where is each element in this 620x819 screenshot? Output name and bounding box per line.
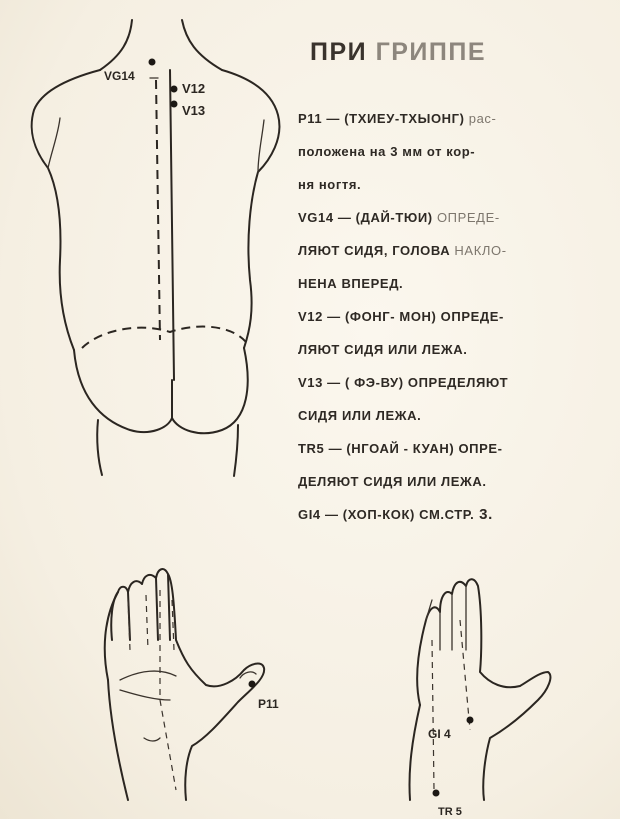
text-line-1-main: P11 — (ТХИЕУ-ТХЫОНГ) xyxy=(298,111,465,126)
text-line-4-main: VG14 — (ДАЙ-ТЮИ) xyxy=(298,210,433,225)
wrist-dash xyxy=(160,700,176,790)
left-hand-wrist-left xyxy=(108,680,128,800)
meridian-dash-right-2 xyxy=(460,620,470,730)
point-tr5 xyxy=(433,790,440,797)
text-line-13 xyxy=(298,498,598,531)
waist-dashed-line xyxy=(82,327,246,348)
palm-crease-1 xyxy=(120,671,176,680)
right-arm-line xyxy=(258,120,264,172)
text-line-13-page: 3. xyxy=(474,506,493,523)
text-line-3-main: ня ногтя. xyxy=(298,177,362,192)
points-description xyxy=(298,102,598,531)
left-leg-line xyxy=(97,420,102,475)
text-line-5-faded: НАКЛО- xyxy=(450,243,507,258)
palm-crease-2 xyxy=(120,690,170,700)
palm-crease-3 xyxy=(144,738,160,741)
right-leg-line xyxy=(234,425,238,476)
text-line-13-main: GI4 — (ХОП-КОК) СМ.СТР. xyxy=(298,507,475,522)
text-line-11 xyxy=(298,432,598,465)
text-line-1 xyxy=(298,102,598,135)
text-line-9-main: V13 — ( ФЭ-ВУ) ОПРЕДЕЛЯЮТ xyxy=(298,375,509,390)
text-line-8 xyxy=(298,333,598,366)
title-part1: ПРИ xyxy=(310,38,368,66)
right-hand-figure xyxy=(409,579,550,818)
back-figure xyxy=(32,20,280,476)
text-line-1-faded: рас- xyxy=(464,111,497,126)
spine-line xyxy=(170,70,174,380)
left-hand-pinky xyxy=(111,592,118,640)
title-part2: ГРИППЕ xyxy=(375,38,487,66)
text-line-5 xyxy=(298,234,598,267)
text-line-6 xyxy=(298,267,598,300)
neck-right-line xyxy=(182,20,222,70)
finger-dash-2 xyxy=(146,595,148,650)
meridian-dashed-line xyxy=(156,80,160,340)
torso-left-outline xyxy=(32,70,100,350)
point-gi4 xyxy=(467,717,474,724)
meridian-dash-right xyxy=(432,640,434,790)
text-line-10-main: СИДЯ ИЛИ ЛЕЖА. xyxy=(298,408,422,423)
text-line-5-main: ЛЯЮТ СИДЯ, ГОЛОВА xyxy=(298,243,451,258)
text-line-12 xyxy=(298,465,598,498)
point-v12 xyxy=(171,86,178,93)
text-line-11-main: TR5 — (НГОАЙ - КУАН) ОПРЕ- xyxy=(298,441,503,456)
text-line-9 xyxy=(298,366,598,399)
text-line-4 xyxy=(298,201,598,234)
left-arm-line xyxy=(48,118,60,168)
text-line-7-main: V12 — (ФОНГ- МОН) ОПРЕДЕ- xyxy=(298,309,504,324)
left-hand-figure xyxy=(105,569,279,800)
text-line-10 xyxy=(298,399,598,432)
point-vg14 xyxy=(149,59,156,66)
label-tr5: TR 5 xyxy=(438,806,462,818)
buttocks-outline xyxy=(74,348,248,433)
point-p11 xyxy=(249,681,256,688)
point-v13 xyxy=(171,101,178,108)
text-line-3 xyxy=(298,168,598,201)
neck-left-line xyxy=(100,20,132,70)
label-p11: P11 xyxy=(258,697,279,711)
label-v13: V13 xyxy=(182,103,206,118)
page-title xyxy=(310,38,486,67)
right-hand-outline xyxy=(417,579,550,800)
label-gi4: GI 4 xyxy=(428,727,451,741)
text-line-6-main: НЕНА ВПЕРЕД. xyxy=(298,276,404,291)
right-hand-wrist-left xyxy=(409,705,420,800)
label-v12: V12 xyxy=(182,81,206,96)
text-line-8-main: ЛЯЮТ СИДЯ ИЛИ ЛЕЖА. xyxy=(298,342,468,357)
text-line-2 xyxy=(298,135,598,168)
text-line-2-main: положена на 3 мм от кор- xyxy=(298,144,476,159)
torso-right-outline xyxy=(222,70,279,348)
text-line-7 xyxy=(298,300,598,333)
text-line-4-faded: ОПРЕДЕ- xyxy=(432,210,500,225)
label-vg14: VG14 xyxy=(104,69,135,83)
text-line-12-main: ДЕЛЯЮТ СИДЯ ИЛИ ЛЕЖА. xyxy=(298,474,487,489)
